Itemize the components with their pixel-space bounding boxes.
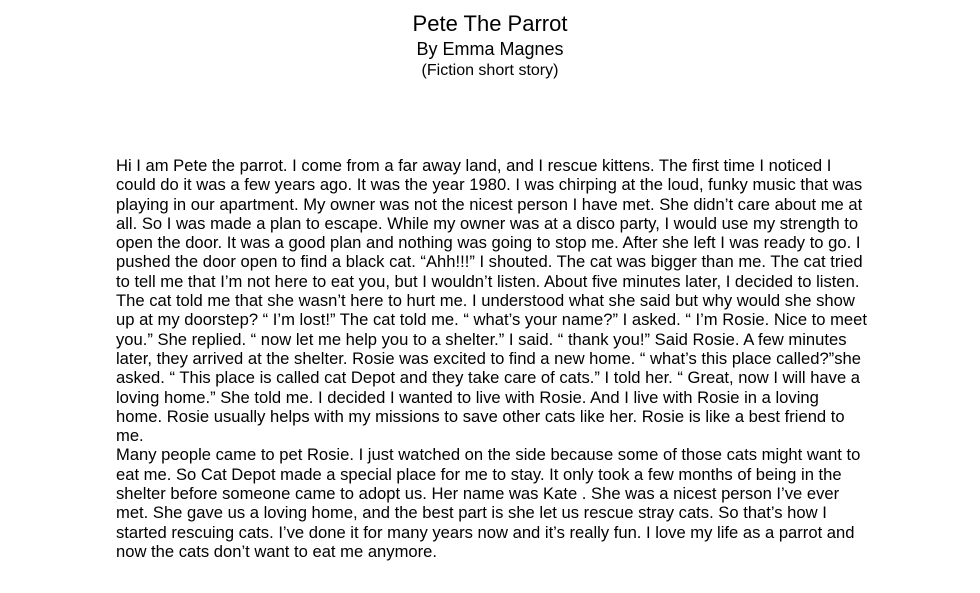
story-body	[116, 156, 868, 561]
document-title: Pete The Parrot	[412, 11, 568, 36]
genre-subtitle: (Fiction short story)	[421, 62, 559, 79]
document-header	[0, 10, 980, 81]
story-paragraph: Hi I am Pete the parrot. I come from a far away land, and I rescue kittens. The first time I noticed I could do it was a few years ago. It was the year 1980. I was chirping at the loud, funky music that was playing in our apartment. My owner was not the nicest person I have met. She didn’t care about me at all. So I was made a plan to escape. While my owner was at a disco party, I would use my strength to open the door. It was a good plan and nothing was going to stop me. After she left I was ready to go. I pushed the door open to find a black cat. “Ahh!!!” I shouted. The cat was bigger than me. The cat tried to tell me that I’m not here to eat you, but I wouldn’t listen. About five minutes later, I decided to listen. The cat told me that she wasn’t here to hurt me. I understood what she said but why would she show up at my doorstep? “ I’m lost!” The cat told me. “ what’s your name?” I asked. “ I’m Rosie. Nice to meet you.” She replied. “ now let me help you to a shelter.” I said. “ thank you!” Said Rosie. A few minutes later, they arrived at the shelter. Rosie was excited to find a new home. “ what’s this place called?”she asked. “ This place is called cat Depot and they take care of cats.” I told her. “ Great, now I will have a loving home.” She told me. I decided I wanted to live with Rosie. And I live with Rosie in a loving home. Rosie usually helps with my missions to save other cats like her. Rosie is like a best friend to me.	[116, 156, 868, 446]
story-paragraph: Many people came to pet Rosie. I just watched on the side because some of those cats might want to eat me. So Cat Depot made a special place for me to stay. It only took a few months of being in the shelter before someone came to adopt us. Her name was Kate . She was a nicest person I’ve ever met. She gave us a loving home, and the best part is she let us rescue stray cats. So that’s how I started rescuing cats. I’ve done it for many years now and it’s really fun. I love my life as a parrot and now the cats don’t want to eat me anymore.	[116, 445, 861, 561]
author-byline: By Emma Magnes	[416, 39, 564, 59]
